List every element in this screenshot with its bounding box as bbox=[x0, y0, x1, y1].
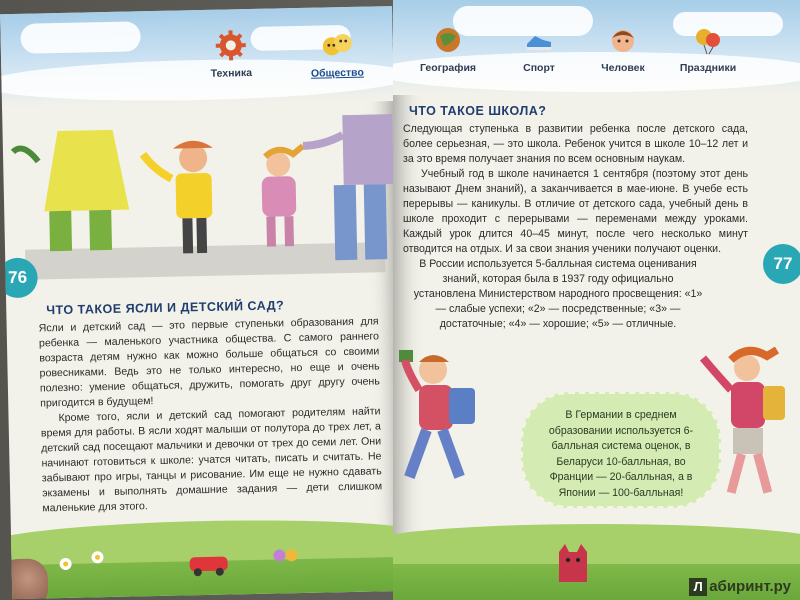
nav-item-technika[interactable] bbox=[200, 29, 261, 80]
boy-running-illustration bbox=[393, 340, 513, 510]
nav-item-obshchestvo[interactable] bbox=[296, 28, 377, 80]
right-page bbox=[393, 0, 800, 600]
faces-icon bbox=[320, 29, 353, 62]
car-icon bbox=[190, 557, 228, 577]
nav-item-sport[interactable] bbox=[509, 24, 569, 74]
paragraph: В России используется 5-балльная система оценивания знаний, которая была в 1937 году официально установлена Министерством народного просвещения: «1» — слабые успехи; «2» — посредственные; «3» — достаточные; «4» — хорошие; «5» — отличные. bbox=[413, 258, 703, 330]
family-walking-illustration bbox=[2, 114, 397, 282]
body-text bbox=[403, 122, 748, 332]
page-number: 77 bbox=[763, 244, 800, 284]
cat-icon bbox=[553, 542, 593, 588]
paragraph: Учебный год в школе начинается 1 сентября (поэтому этот день называют Днем знаний), а заканчивается в мае-июне. В учебе есть перерывы — каникулы. В отличие от детского сада, учебный день в школе проходит с перерывами — переменами между уроками. Каждый урок длится 40–45 минут, после чего несколько минут отводится на отдых. И за свои знания ученики получают оценки. bbox=[403, 168, 748, 255]
labirint-logo-icon: Л bbox=[689, 578, 707, 596]
page-heading: ЧТО ТАКОЕ ЯСЛИ И ДЕТСКИЙ САД? bbox=[46, 298, 285, 318]
reader-thumb bbox=[0, 558, 48, 599]
girl-running-illustration bbox=[693, 330, 800, 510]
butterfly-icon bbox=[273, 549, 297, 562]
nav-label: Человек bbox=[601, 62, 645, 74]
left-page bbox=[0, 6, 404, 599]
nav-item-prazdniki[interactable] bbox=[671, 24, 745, 74]
paragraph: Следующая ступенька в развитии ребенка после детского сада, более серьезная, — это школа. Ребенок учится в школе 10–12 лет и за это время получает знания по всем основным наукам. bbox=[403, 123, 748, 165]
nav-label: Спорт bbox=[523, 62, 555, 74]
fact-box: В Германии в среднем образовании используется 6-балльная система оценок, в Беларуси 10-балльная, во Франции — 20-балльная, а в Японии — 100-балльная! bbox=[521, 392, 721, 508]
boy-face-icon bbox=[607, 24, 639, 56]
nav-item-geografiya[interactable] bbox=[413, 24, 483, 74]
page-number: 76 bbox=[0, 257, 38, 298]
flower-icon bbox=[91, 551, 103, 563]
mother-figure bbox=[13, 130, 130, 252]
nav-item-chelovek[interactable] bbox=[593, 24, 653, 74]
body-text bbox=[39, 314, 383, 516]
footer-decor bbox=[51, 538, 352, 584]
nav-label: География bbox=[419, 62, 477, 74]
nav-label: Общество bbox=[310, 66, 364, 80]
sneaker-icon bbox=[523, 24, 555, 56]
page-heading: ЧТО ТАКОЕ ШКОЛА? bbox=[409, 104, 547, 118]
paragraph: Ясли и детский сад — это первые ступеньки образования для ребенка — маленького участника общества. С самого раннего возраста детям нужно как можно больше общаться со своими ровесниками. Ведь это не только интересно, но еще и очень полезно: умение общаться, дружить, помогать друг другу очень пригодится в будущем! bbox=[38, 315, 380, 410]
balloons-icon bbox=[692, 24, 724, 56]
gear-icon bbox=[214, 29, 247, 62]
flower-icon bbox=[59, 558, 71, 570]
paragraph: Кроме того, ясли и детский сад помогают родителям найти время для работы. В ясли ходят малыши от полутора до трех лет, а детский сад посещают мальчики и девочки от трех до семи лет. Они начинают готовиться к школе: учатся читать, писать и считать. Не забывают про игры, танцы и рисование. Им еще не нужно сдавать экзамены и выполнять домашние задания — дети слишком маленькие для этого. bbox=[40, 405, 383, 515]
nav-label: Техника bbox=[210, 66, 253, 80]
site-watermark bbox=[689, 578, 791, 596]
nav-label: Праздники bbox=[679, 62, 737, 74]
father-figure bbox=[302, 114, 395, 261]
boy-figure bbox=[143, 140, 215, 254]
globe-face-icon bbox=[432, 24, 464, 56]
watermark-text: абиринт.ру bbox=[709, 578, 791, 595]
girl-figure bbox=[261, 146, 305, 247]
